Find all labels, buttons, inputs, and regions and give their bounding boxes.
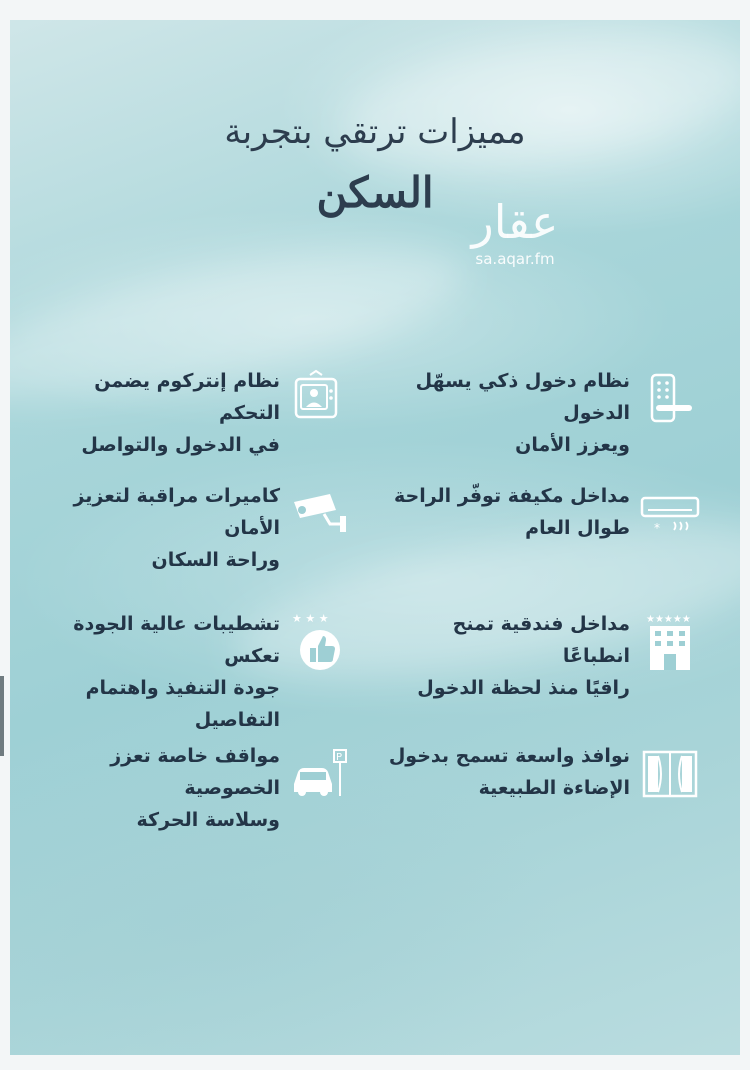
svg-text:P: P: [336, 752, 343, 763]
feature-line: الإضاءة الطبيعية: [478, 777, 630, 799]
feature-line: في الدخول والتواصل: [81, 434, 280, 456]
feature-cctv: [20, 480, 350, 571]
window-icon: [640, 744, 700, 804]
feature-line: نظام دخول ذكي يسهّل الدخول: [415, 370, 630, 424]
page-edge-marker: [0, 676, 4, 756]
feature-quality-finishes: [20, 608, 350, 731]
feature-smart-entry: [370, 365, 700, 456]
feature-line: تشطيبات عالية الجودة تعكس: [73, 613, 280, 667]
feature-intercom: [20, 365, 350, 456]
parking-car-icon: [290, 744, 350, 804]
quality-thumbs-up-icon: [290, 612, 350, 672]
background-swirl: [334, 20, 740, 189]
smart-lock-icon: [640, 369, 700, 429]
feature-hotel-entrance: [370, 608, 700, 699]
feature-air-conditioned: [370, 480, 700, 550]
intercom-icon: [290, 369, 350, 429]
page-title: مميزات ترتقي بتجربة: [224, 112, 526, 152]
security-camera-icon: [290, 484, 350, 544]
feature-line: مداخل مكيفة توفّر الراحة: [393, 485, 630, 507]
svg-text:*: *: [654, 521, 660, 535]
poster: [10, 20, 740, 1055]
svg-text:★★★★★: ★★★★★: [646, 614, 691, 625]
aqar-logo: [460, 195, 570, 268]
feature-line: نظام إنتركوم يضمن التحكم: [94, 370, 280, 424]
feature-line: ويعزز الأمان: [515, 434, 630, 456]
page-subtitle: السكن: [316, 168, 434, 217]
feature-line: نوافذ واسعة تسمح بدخول: [388, 745, 630, 767]
feature-line: كاميرات مراقبة لتعزيز الأمان: [73, 485, 280, 539]
feature-line: جودة التنفيذ واهتمام التفاصيل: [85, 677, 280, 731]
feature-line: وراحة السكان: [151, 549, 280, 571]
feature-line: راقيًا منذ لحظة الدخول: [417, 677, 630, 699]
svg-text:★ ★ ★: ★ ★ ★: [292, 612, 329, 625]
feature-line: مواقف خاصة تعزز الخصوصية: [110, 745, 280, 799]
air-conditioner-icon: [640, 484, 700, 544]
feature-private-parking: [20, 740, 350, 831]
feature-line: وسلاسة الحركة: [136, 809, 280, 831]
feature-line: طوال العام: [525, 517, 630, 539]
feature-wide-windows: [370, 740, 700, 810]
hotel-building-icon: [640, 612, 700, 672]
feature-line: مداخل فندقية تمنح انطباعًا: [452, 613, 630, 667]
logo-name: عقار: [471, 195, 559, 249]
logo-url: sa.aqar.fm: [475, 250, 555, 268]
